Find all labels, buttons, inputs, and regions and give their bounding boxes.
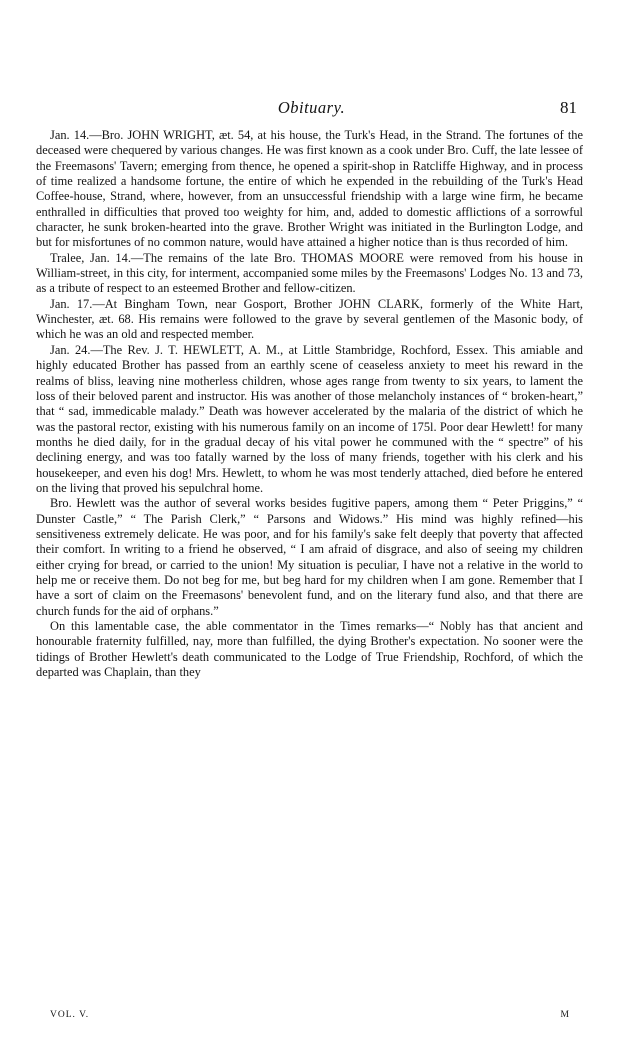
volume-label: VOL. V.: [50, 1010, 90, 1020]
entry-hewlett-works: Bro. Hewlett was the author of several works besides fugitive papers, among them “ Peter Priggins,” “ Dunster Castle,” “ The Parish Clerk,” “ Parsons and Widows.” His mind was highly refined—his sensitiveness extremely delicate. He was poor, and for his family's sake felt deeply that poverty that affected their comfort. In writing to a friend he observed, “ I am afraid of disgrace, and also of seeing my children either crying for bread, or carried to the union! My situation is peculiar, I have not a relative in the world to help me or receive them. Do not beg for me, but beg hard for my children when I am gone. Remember that I have a sort of claim on the Freemasons' benevolent fund, and on the literary fund also, and that there are church funds for the aid of orphans.”: [36, 496, 583, 618]
entry-thomas-moore: Tralee, Jan. 14.—The remains of the late Bro. THOMAS MOORE were removed from his house in William-street, in this city, for interment, accompanied some miles by the Freemasons' Lodges No. 13 and 73, as a tribute of respect to an esteemed Brother and fellow-citizen.: [36, 250, 583, 296]
running-title: Obituary.: [277, 98, 346, 117]
page-footer: [50, 1010, 570, 1024]
page-header: [34, 98, 589, 122]
obituary-text: [36, 128, 583, 680]
entry-john-wright: Jan. 14.—Bro. JOHN WRIGHT, æt. 54, at his house, the Turk's Head, in the Strand. The fortunes of the deceased were chequered by various changes. He was first known as a cook under Bro. Cuff, the late lessee of the Freemasons' Tavern; emerging from thence, he opened a spirit-shop in Ratcliffe Highway, and in process of time realized a handsome fortune, the entire of which he expended in the rebuilding of the Turk's Head Coffee-house, Strand, where, however, from an unsuccessful friendship with a large wine firm, he became enthralled in difficulties that proved too weighty for him, and, added to domestic afflictions of a sorrowful character, he sunk broken-hearted into the grave. Brother Wright was initiated in the Burlington Lodge, and but for misfortunes of no common nature, would have attained a higher notice than is thus recorded of him.: [36, 128, 583, 250]
signature-mark: M: [560, 1010, 570, 1020]
entry-times-remarks: On this lamentable case, the able commentator in the Times remarks—“ Nobly has that ancient and honourable fraternity fulfilled, nay, more than fulfilled, the dying Brother's expectation. No sooner were the tidings of Brother Hewlett's death communicated to the Lodge of True Friendship, Rochford, of which the departed was Chaplain, than they: [36, 619, 583, 680]
entry-john-clark: Jan. 17.—At Bingham Town, near Gosport, Brother JOHN CLARK, formerly of the White Hart, Winchester, æt. 68. His remains were followed to the grave by several gentlemen of the Masonic body, of which he was an old and respected member.: [36, 296, 583, 342]
entry-jt-hewlett: Jan. 24.—The Rev. J. T. HEWLETT, A. M., at Little Stambridge, Rochford, Essex. This amiable and highly educated Brother has passed from an earthly scene of ceaseless anxiety to meet his reward in the realms of bliss, leaving nine motherless children, whose ages range from twenty to six years, to lament the loss of their beloved parent and instructor. His was another of those melancholy instances of “ broken-heart,” that “ sad, immedicable malady.” Death was however accelerated by the malaria of the district of which he was the pastoral rector, existing with his numerous family on an income of 175l. Poor dear Hewlett! for many months he died daily, for in the gradual decay of his vital power he communed with the “ spectre” of his declining energy, and was too fatally warned by the loss of many friends, together with his clerk and his housekeeper, and even his dog! Mrs. Hewlett, to whom he was most tenderly attached, died before he entered on the living that proved his sepulchral home.: [36, 342, 583, 495]
page-number: 81: [560, 98, 577, 117]
